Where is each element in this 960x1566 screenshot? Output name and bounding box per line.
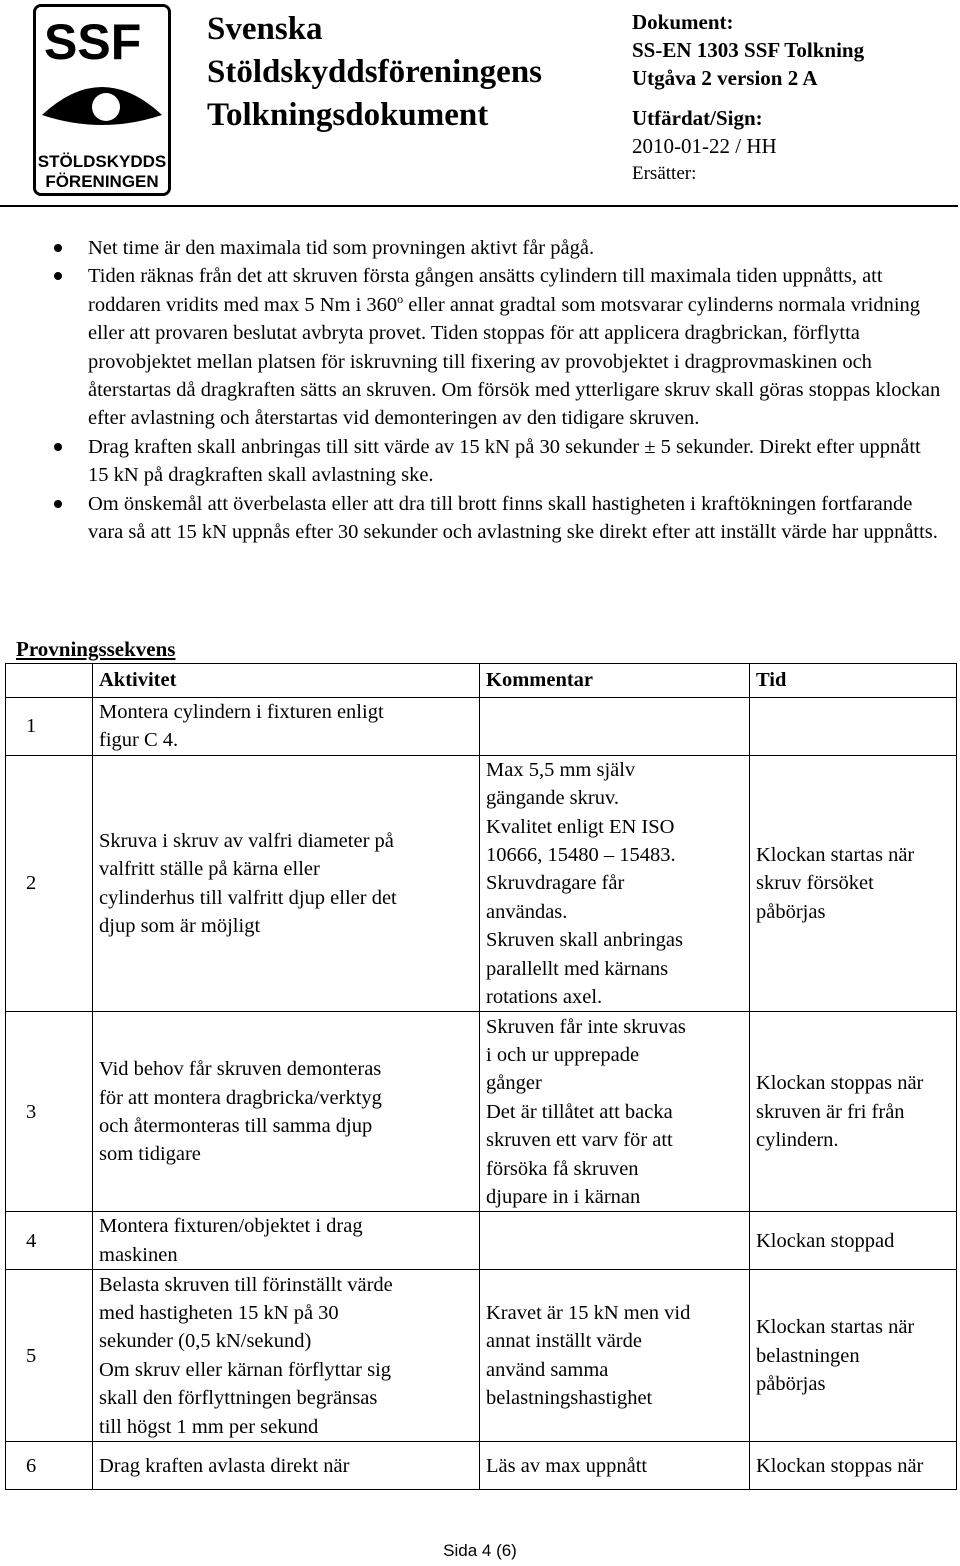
step-number-cell: 5 [6,1270,93,1442]
header-cell: Kommentar [480,664,750,698]
table-header-row [6,664,957,698]
doc-version: Utgåva 2 version 2 A [632,66,818,90]
doc-name: SS-EN 1303 SSF Tolkning [632,38,865,62]
time-cell: Klockan startas när belastningen påbörjas [750,1270,957,1442]
list-item: Tiden räknas från det att skruven första gången ansätts cylindern till maximala tiden uppnåtts, att roddaren vridits med max 5 Nm i 360$^o$ eller annat gradtal som motsvarar cylinderns normala vridning eller att provaren beslutat avbryta provet. Tiden stoppas för att applicera dragbrickan, förflytta provobjektet mellan platsen för iskruvning till fixering av provobjektet i dragprovmaskinen och återstartas då dragkraften sätts an skruven. Om försök med ytterligare skruv skall göras stoppas klockan efter avlastning och återstartas vid demonteringen av den tidigare skruven. [54,262,944,432]
activity-cell: Montera fixturen/objektet i drag maskinen [93,1212,480,1270]
svg-text:STÖLDSKYDDS: STÖLDSKYDDS [37,152,167,171]
bullet-list [54,234,944,546]
step-number-cell: 3 [6,1012,93,1212]
svg-text:FÖRENINGEN: FÖRENINGEN [45,172,159,191]
header-cell: Tid [750,664,957,698]
issued-label: Utfärdat/Sign: [632,106,763,130]
comment-cell [480,698,750,756]
document-header [0,0,958,205]
header-cell [6,664,93,698]
replaces-label: Ersätter: [632,163,697,184]
header-divider [0,205,958,207]
table-row [6,1270,957,1442]
comment-cell: Skruven får inte skruvas i och ur upprepade gånger Det är tillåtet att backa skruven ett varv för att försöka få skruven djupare in i kärnan [480,1012,750,1212]
step-number-cell: 2 [6,755,93,1012]
table-row [6,698,957,756]
time-cell: Klockan stoppad [750,1212,957,1270]
table-row [6,1442,957,1490]
time-cell [750,698,957,756]
comment-cell: Kravet är 15 kN men vid annat inställt värde använd samma belastningshastighet [480,1270,750,1442]
activity-cell: Vid behov får skruven demonteras för att montera dragbricka/verktyg och återmonteras till samma djup som tidigare [93,1012,480,1212]
doc-label: Dokument: [632,10,734,34]
svg-text:SSF: SSF [44,14,142,70]
activity-cell: Skruva i skruv av valfri diameter på valfritt ställe på kärna eller cylinderhus till valfritt djup eller det djup som är möjligt [93,755,480,1012]
step-number-cell: 6 [6,1442,93,1490]
table-row [6,1012,957,1212]
document-meta [632,8,864,188]
page-footer: Sida 4 (6) [443,1541,517,1560]
ssf-logo [33,4,171,196]
activity-cell: Drag kraften avlasta direkt när [93,1442,480,1490]
list-item: Drag kraften skall anbringas till sitt värde av 15 kN på 30 sekunder ± 5 sekunder. Direkt efter uppnått 15 kN på dragkraften skall avlastning ske. [54,433,944,490]
comment-cell: Läs av max uppnått [480,1442,750,1490]
header-cell: Aktivitet [93,664,480,698]
activity-cell: Belasta skruven till förinställt värde med hastigheten 15 kN på 30 sekunder (0,5 kN/sekund) Om skruv eller kärnan förflyttar sig skall den förflyttningen begränsas till högst 1 mm per sekund [93,1270,480,1442]
issued-value: 2010-01-22 / HH [632,134,777,158]
activity-cell: Montera cylindern i fixturen enligt figur C 4. [93,698,480,756]
table-row [6,1212,957,1270]
section-title: Provningssekvens [16,637,176,661]
table-row [6,755,957,1012]
comment-cell: Max 5,5 mm själv gängande skruv. Kvalitet enligt EN ISO 10666, 15480 – 15483. Skruvdragare får användas. Skruven skall anbringas parallellt med kärnans rotations axel. [480,755,750,1012]
test-sequence-table [5,663,957,1490]
list-item: Net time är den maximala tid som provningen aktivt får pågå. [54,234,944,262]
time-cell: Klockan stoppas när [750,1442,957,1490]
comment-cell [480,1212,750,1270]
step-number-cell: 1 [6,698,93,756]
list-item: Om önskemål att överbelasta eller att dra till brott finns skall hastigheten i kraftökningen fortfarande vara så att 15 kN uppnås efter 30 sekunder och avlastning ske direkt efter att inställt värde har uppnåtts. [54,490,944,547]
time-cell: Klockan startas när skruv försöket påbörjas [750,755,957,1012]
time-cell: Klockan stoppas när skruven är fri från cylindern. [750,1012,957,1212]
organization-title: Svenska Stöldskyddsföreningens Tolkningsdokument [207,11,543,133]
step-number-cell: 4 [6,1212,93,1270]
